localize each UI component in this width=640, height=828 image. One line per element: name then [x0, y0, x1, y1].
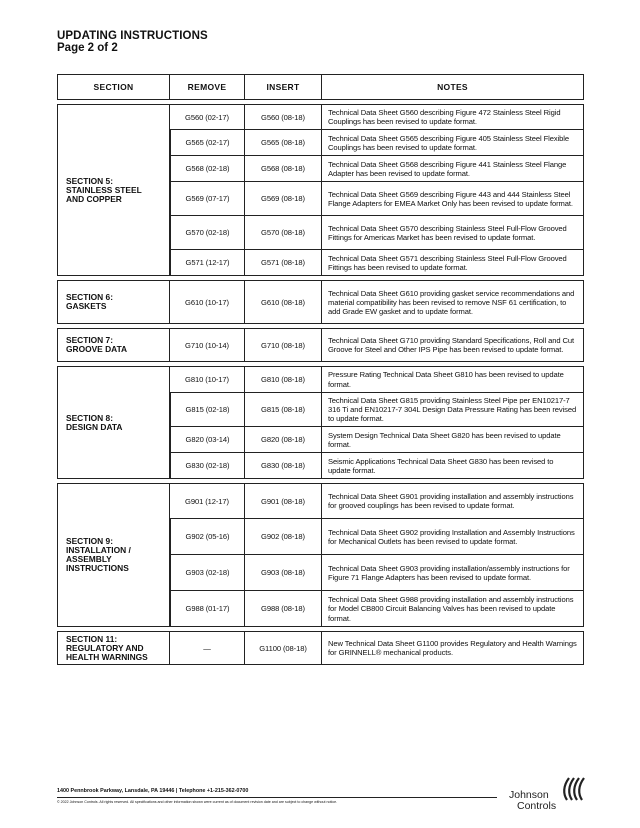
section-label-line: AND COPPER [66, 193, 122, 204]
table-row [57, 328, 584, 362]
logo-mark-icon [559, 776, 587, 802]
remove-cell: G903 (02-18) [170, 555, 245, 591]
notes-cell: Technical Data Sheet G902 providing Installation and Assembly Instructions for Mechanical Outlets has been revised to update format. [322, 519, 584, 555]
insert-cell: G988 (08-18) [245, 591, 322, 627]
section-label-line: SECTION 11: [66, 633, 118, 644]
column-header-notes: NOTES [322, 74, 584, 100]
footer-legal: © 2022 Johnson Controls. All rights reserved. All specifications and other information shown were current as of document revision date and are subject to change without notice. [57, 800, 338, 804]
logo-text-controls: Controls [517, 800, 557, 812]
remove-cell: G569 (07-17) [170, 182, 245, 216]
remove-cell: G988 (01-17) [170, 591, 245, 627]
table-row [57, 104, 584, 130]
remove-cell: G901 (12-17) [170, 483, 245, 519]
logo-text-johnson: Johnson [509, 789, 549, 801]
insert-cell: G901 (08-18) [245, 483, 322, 519]
section-label-line: HEALTH WARNINGS [66, 651, 148, 662]
remove-cell: G568 (02-18) [170, 156, 245, 182]
notes-cell: Seismic Applications Technical Data Sheet G830 has been revised to update format. [322, 453, 584, 479]
section-label-line: REGULATORY AND [66, 642, 144, 653]
remove-cell: G610 (10-17) [170, 280, 245, 324]
remove-cell: G820 (03-14) [170, 427, 245, 453]
section-group [57, 631, 584, 665]
section-label-line: SECTION 5: [66, 175, 113, 186]
insert-cell: G815 (08-18) [245, 393, 322, 428]
document-header [57, 30, 208, 54]
column-header-insert: INSERT [245, 74, 322, 100]
section-label-line: SECTION 7: [66, 335, 113, 346]
table-row [57, 280, 584, 324]
remove-cell: G830 (02-18) [170, 453, 245, 479]
table-row [57, 631, 584, 665]
remove-cell: G560 (02-17) [170, 104, 245, 130]
document-title: UPDATING INSTRUCTIONS [57, 30, 208, 42]
insert-cell: G903 (08-18) [245, 555, 322, 591]
insert-cell: G610 (08-18) [245, 280, 322, 324]
section-group [57, 483, 584, 627]
insert-cell: G810 (08-18) [245, 366, 322, 392]
remove-cell: G565 (02-17) [170, 130, 245, 156]
section-label-line: ASSEMBLY [66, 554, 112, 565]
section-label-line: STAINLESS STEEL [66, 184, 142, 195]
notes-cell: Technical Data Sheet G901 providing installation and assembly instructions for grooved couplings has been revised to update format. [322, 483, 584, 519]
notes-cell: Technical Data Sheet G710 providing Standard Specifications, Roll and Cut Groove for Steel and Other IPS Pipe has been revised to update format. [322, 328, 584, 362]
section-label-line: INSTRUCTIONS [66, 563, 129, 574]
notes-cell: Technical Data Sheet G565 describing Figure 405 Stainless Steel Flexible Couplings has been revised to update format. [322, 130, 584, 156]
insert-cell: G569 (08-18) [245, 182, 322, 216]
notes-cell: Technical Data Sheet G571 describing Stainless Steel Full-Flow Grooved Fittings has been revised to update format. [322, 250, 584, 276]
section-label-line: SECTION 6: [66, 292, 113, 303]
notes-cell: New Technical Data Sheet G1100 provides Regulatory and Health Warnings for GRINNELL® mechanical products. [322, 631, 584, 665]
footer-divider [57, 797, 497, 798]
table-row [57, 483, 584, 519]
page-number: Page 2 of 2 [57, 42, 118, 54]
column-header-section: SECTION [57, 74, 170, 100]
notes-cell: Technical Data Sheet G988 providing installation and assembly instructions for Model CB800 Circuit Balancing Valves has been revised to update format. [322, 591, 584, 627]
notes-cell: System Design Technical Data Sheet G820 has been revised to update format. [322, 427, 584, 453]
remove-cell: G902 (05-16) [170, 519, 245, 555]
insert-cell: G565 (08-18) [245, 130, 322, 156]
remove-cell: G810 (10-17) [170, 366, 245, 392]
column-header-remove: REMOVE [170, 74, 245, 100]
section-cell [57, 328, 170, 362]
notes-cell: Technical Data Sheet G568 describing Figure 441 Stainless Steel Flange Adapter has been revised to update format. [322, 156, 584, 182]
section-group [57, 366, 584, 479]
remove-cell: — [170, 631, 245, 665]
remove-cell: G710 (10-14) [170, 328, 245, 362]
section-label-line: SECTION 8: [66, 412, 113, 423]
johnson-controls-logo [503, 776, 587, 814]
section-label-line: SECTION 9: [66, 536, 113, 547]
notes-cell: Technical Data Sheet G569 describing Figure 443 and 444 Stainless Steel Flange Adapters for EMEA Market Only has been revised to update format. [322, 182, 584, 216]
insert-cell: G830 (08-18) [245, 453, 322, 479]
section-label-line: GASKETS [66, 301, 107, 312]
notes-cell: Technical Data Sheet G610 providing gasket service recommendations and material compatibility has been revised to remove NSF 61 certification, to add Grade EW gasket and to update format. [322, 280, 584, 324]
remove-cell: G570 (02-18) [170, 216, 245, 250]
table [57, 74, 584, 665]
notes-cell: Technical Data Sheet G560 describing Figure 472 Stainless Steel Rigid Couplings has been revised to update format. [322, 104, 584, 130]
section-label-line: DESIGN DATA [66, 421, 123, 432]
notes-cell: Technical Data Sheet G903 providing installation/assembly instructions for Figure 71 Flange Adapters has been revised to update format. [322, 555, 584, 591]
insert-cell: G902 (08-18) [245, 519, 322, 555]
section-label-line: INSTALLATION / [66, 545, 131, 556]
notes-cell: Pressure Rating Technical Data Sheet G810 has been revised to update format. [322, 366, 584, 392]
insert-cell: G1100 (08-18) [245, 631, 322, 665]
updating-instructions-table [57, 74, 584, 665]
insert-cell: G710 (08-18) [245, 328, 322, 362]
footer-address: 1400 Pennbrook Parkway, Lansdale, PA 19446 | Telephone +1-215-362-0700 [57, 788, 249, 794]
insert-cell: G571 (08-18) [245, 250, 322, 276]
section-group [57, 280, 584, 324]
insert-cell: G560 (08-18) [245, 104, 322, 130]
section-cell [57, 483, 170, 627]
notes-cell: Technical Data Sheet G815 providing Stainless Steel Pipe per EN10217-7 316 Ti and EN10217-7 304L Design Data Pressure Rating has been revised to update format. [322, 393, 584, 428]
table-row [57, 366, 584, 392]
section-group [57, 328, 584, 362]
section-label-line: GROOVE DATA [66, 344, 128, 355]
insert-cell: G570 (08-18) [245, 216, 322, 250]
remove-cell: G815 (02-18) [170, 393, 245, 428]
section-group [57, 104, 584, 276]
insert-cell: G568 (08-18) [245, 156, 322, 182]
insert-cell: G820 (08-18) [245, 427, 322, 453]
remove-cell: G571 (12-17) [170, 250, 245, 276]
section-cell [57, 366, 170, 479]
section-cell [57, 280, 170, 324]
section-cell [57, 631, 170, 665]
notes-cell: Technical Data Sheet G570 describing Stainless Steel Full-Flow Grooved Fittings for Americas Market has been revised to update format. [322, 216, 584, 250]
table-header-row [57, 74, 584, 100]
section-cell [57, 104, 170, 276]
